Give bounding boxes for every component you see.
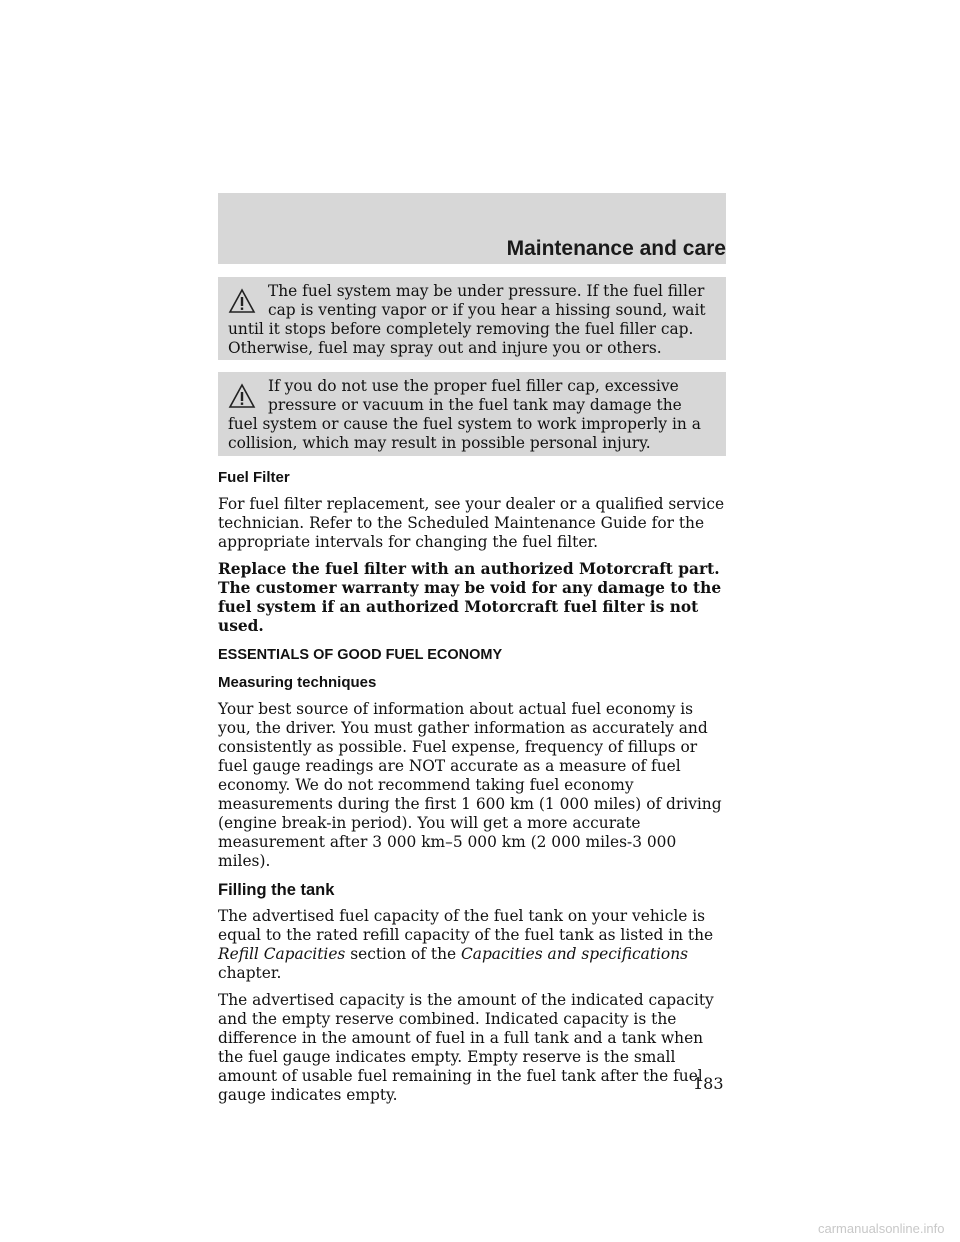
measuring-techniques-paragraph: Your best source of information about actual fuel economy is you, the driver. You must gather information as accurately and consistently as possible. Fuel expense, frequency of fillups or fuel gauge readings are NOT accurate as a measure of fuel economy. We do not recommend taking fuel economy measurements during the first 1 600 km (1 000 miles) of driving (engine break-in period). You will get a more accurate measurement after 3 000 km–5 000 km (2 000 miles-3 000 miles).	[218, 700, 722, 870]
page-number: 183	[693, 1074, 724, 1093]
fuel-economy-heading: ESSENTIALS OF GOOD FUEL ECONOMY	[218, 647, 503, 663]
fuel-filter-paragraph: For fuel filter replacement, see your dealer or a qualified service technician. Refer to the Scheduled Maintenance Guide for the appropriate intervals for changing the fuel filter.	[218, 495, 725, 551]
warning-triangle-icon	[228, 383, 256, 409]
main-content	[218, 468, 730, 1113]
filling-text-b: section of the	[345, 945, 461, 963]
filling-tank-heading: Filling the tank	[218, 881, 335, 899]
watermark: carmanualsonline.info	[818, 1221, 945, 1236]
warning-box-1	[218, 277, 726, 360]
warning-text-2: If you do not use the proper fuel filler cap, excessive pressure or vacuum in the fuel tank may damage the fuel system or cause the fuel system to work improperly in a collision, which may result in possible personal injury.	[228, 377, 701, 452]
section-header	[218, 193, 726, 264]
filling-tank-paragraph-2: The advertised capacity is the amount of the indicated capacity and the empty reserve combined. Indicated capacity is the difference in the amount of fuel in a full tank and a tank when the fuel gauge indicates empty. Empty reserve is the small amount of usable fuel remaining in the fuel tank after the fuel gauge indicates empty.	[218, 991, 714, 1104]
filling-text-a: The advertised fuel capacity of the fuel tank on your vehicle is equal to the rated refill capacity of the fuel tank as listed in the	[218, 907, 714, 944]
fuel-filter-heading: Fuel Filter	[218, 469, 290, 486]
warning-box-2	[218, 372, 726, 456]
filling-text-c: chapter.	[218, 964, 282, 982]
warning-text-1: The fuel system may be under pressure. If the fuel filler cap is venting vapor or if you hear a hissing sound, wait until it stops before completely removing the fuel filler cap. Otherwise, fuel may spray out and injure you or others.	[228, 282, 706, 357]
filling-tank-paragraph-1	[218, 907, 730, 983]
capacities-specifications-reference: Capacities and specifications	[461, 945, 689, 963]
warning-triangle-icon	[228, 288, 256, 314]
refill-capacities-reference: Refill Capacities	[218, 945, 346, 963]
fuel-filter-warning-paragraph: Replace the fuel filter with an authorized Motorcraft part. The customer warranty may be void for any damage to the fuel system if an authorized Motorcraft fuel filter is not used.	[218, 560, 722, 635]
measuring-techniques-heading: Measuring techniques	[218, 674, 377, 691]
section-title: Maintenance and care	[506, 237, 726, 260]
